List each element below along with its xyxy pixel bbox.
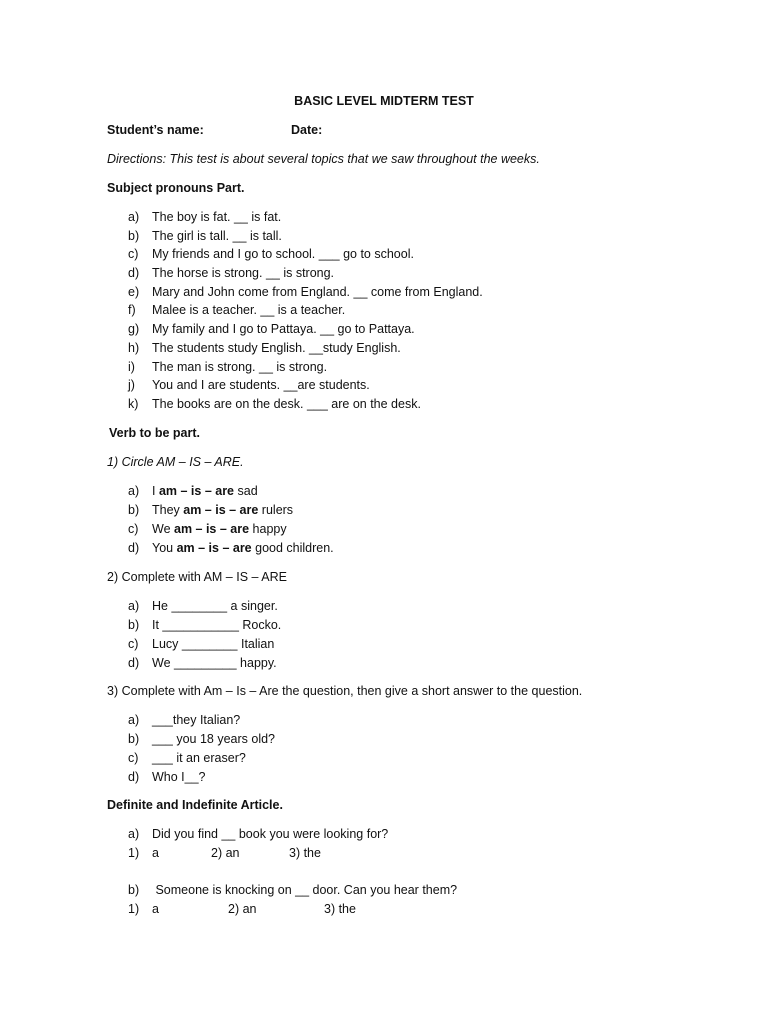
item-subject: We: [152, 522, 174, 536]
item-marker: a): [128, 599, 140, 613]
directions: Directions: This test is about several topics that we saw throughout the weeks.: [107, 152, 540, 166]
q1-instruction: 1) Circle AM – IS – ARE.: [107, 455, 244, 469]
q3-instruction: 3) Complete with Am – Is – Are the question, then give a short answer to the question.: [107, 684, 583, 698]
item-complement: sad: [234, 484, 258, 498]
option-an[interactable]: 2) an: [228, 902, 257, 916]
item-marker: c): [128, 247, 139, 261]
option-the[interactable]: 3) the: [324, 902, 356, 916]
option-a[interactable]: a: [152, 846, 159, 860]
q2-instruction: 2) Complete with AM – IS – ARE: [107, 570, 287, 584]
item-text[interactable]: We _________ happy.: [152, 656, 277, 670]
item-marker: g): [128, 322, 140, 336]
item-text: [152, 502, 293, 518]
option-an[interactable]: 2) an: [211, 846, 240, 860]
question-text[interactable]: Did you find __ book you were looking for?: [152, 827, 389, 841]
item-options[interactable]: am – is – are: [183, 503, 259, 517]
item-complement: good children.: [251, 541, 334, 555]
item-marker: b): [128, 503, 140, 517]
item-marker: c): [128, 522, 139, 536]
verb-to-be-heading: Verb to be part.: [109, 426, 200, 440]
item-text[interactable]: ___they Italian?: [152, 713, 241, 727]
item-text: The girl is tall. __ is tall.: [152, 229, 282, 243]
item-marker: h): [128, 341, 140, 355]
item-text: My family and I go to Pattaya. __ go to Pattaya.: [152, 322, 415, 336]
option-marker: 1): [128, 902, 140, 916]
item-marker: d): [128, 656, 140, 670]
option-the[interactable]: 3) the: [289, 846, 321, 860]
item-complement: rulers: [258, 503, 294, 517]
item-text: Malee is a teacher. __ is a teacher.: [152, 303, 346, 317]
item-subject: They: [152, 503, 184, 517]
item-text: [152, 521, 287, 537]
item-subject: I: [152, 484, 159, 498]
item-marker: b): [128, 618, 140, 632]
question-marker: b): [128, 883, 140, 897]
item-options[interactable]: am – is – are: [158, 484, 235, 498]
option-a[interactable]: a: [152, 902, 159, 916]
item-text: The man is strong. __ is strong.: [152, 360, 328, 374]
item-text: The horse is strong. __ is strong.: [152, 266, 335, 280]
item-marker: j): [128, 378, 135, 392]
item-text[interactable]: Lucy ________ Italian: [152, 637, 275, 651]
item-marker: c): [128, 751, 139, 765]
item-text[interactable]: Who I__?: [152, 770, 206, 784]
item-marker: d): [128, 266, 140, 280]
item-text[interactable]: He ________ a singer.: [152, 599, 278, 613]
item-text: You and I are students. __are students.: [152, 378, 370, 392]
item-marker: d): [128, 541, 140, 555]
student-name-label: Student’s name:: [107, 123, 204, 137]
item-text[interactable]: It ___________ Rocko.: [152, 618, 282, 632]
item-marker: i): [128, 360, 135, 374]
item-text: [152, 540, 334, 556]
item-marker: k): [128, 397, 139, 411]
item-text[interactable]: ___ you 18 years old?: [152, 732, 276, 746]
item-options[interactable]: am – is – are: [174, 522, 250, 536]
articles-heading: Definite and Indefinite Article.: [107, 798, 283, 812]
item-text: [152, 483, 258, 499]
date-label: Date:: [291, 123, 323, 137]
item-marker: b): [128, 732, 140, 746]
item-text[interactable]: ___ it an eraser?: [152, 751, 246, 765]
item-text: The students study English. __study English.: [152, 341, 401, 355]
item-marker: a): [128, 484, 140, 498]
question-text[interactable]: Someone is knocking on __ door. Can you hear them?: [152, 883, 458, 897]
item-marker: c): [128, 637, 139, 651]
item-text: Mary and John come from England. __ come from England.: [152, 285, 483, 299]
item-marker: d): [128, 770, 140, 784]
item-marker: b): [128, 229, 140, 243]
question-marker: a): [128, 827, 140, 841]
item-marker: a): [128, 210, 140, 224]
item-text: The boy is fat. __ is fat.: [152, 210, 282, 224]
option-marker: 1): [128, 846, 140, 860]
item-text: The books are on the desk. ___ are on the desk.: [152, 397, 421, 411]
item-subject: You: [152, 541, 177, 555]
item-marker: f): [128, 303, 136, 317]
item-options[interactable]: am – is – are: [176, 541, 252, 555]
item-marker: a): [128, 713, 140, 727]
item-text: My friends and I go to school. ___ go to school.: [152, 247, 414, 261]
page-title: BASIC LEVEL MIDTERM TEST: [294, 94, 474, 108]
subject-pronouns-heading: Subject pronouns Part.: [107, 181, 245, 195]
item-complement: happy: [249, 522, 287, 536]
item-marker: e): [128, 285, 140, 299]
